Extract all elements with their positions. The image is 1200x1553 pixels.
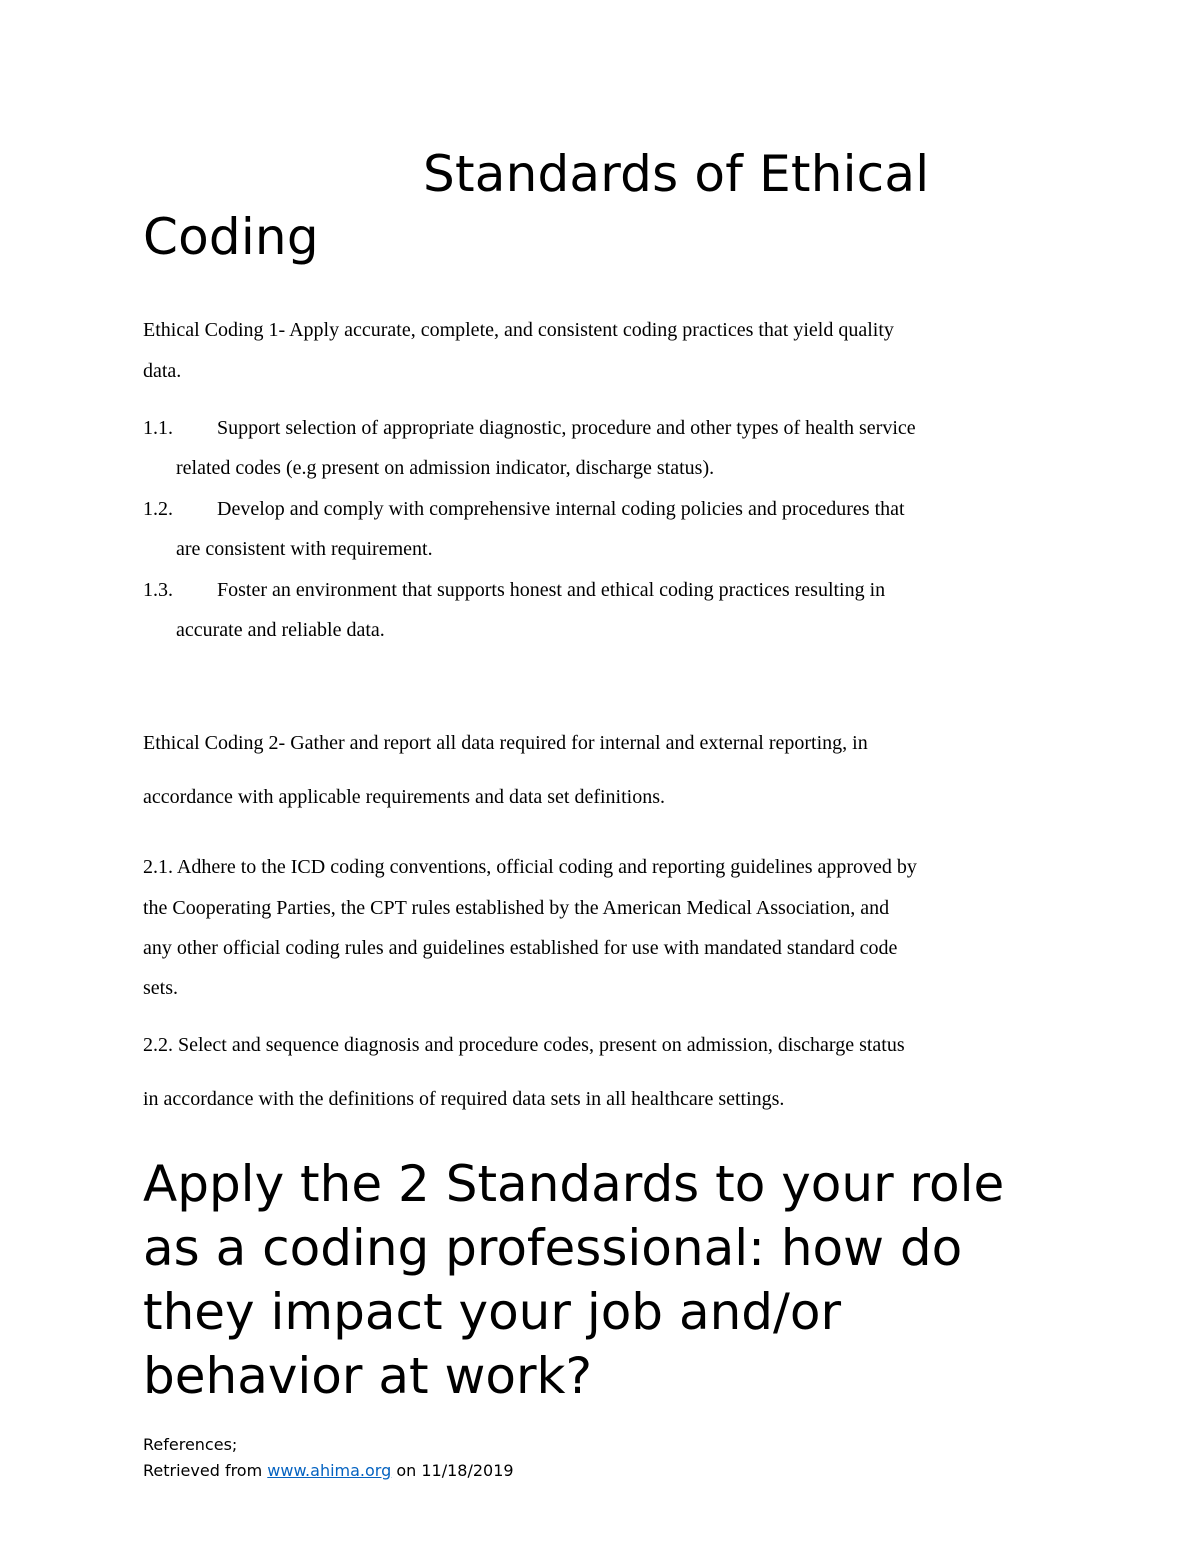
item-2-2-line1: 2.2. Select and sequence diagnosis and procedure codes, present on admission, discharge status: [143, 1034, 905, 1056]
standard1-heading-line2: data.: [143, 360, 182, 382]
item-1-1-line1: Support selection of appropriate diagnostic, procedure and other types of health service: [217, 417, 916, 439]
retrieved-prefix: Retrieved from: [143, 1461, 268, 1480]
item-1-3-line2: accurate and reliable data.: [176, 619, 385, 641]
item-2-1-line4: sets.: [143, 977, 178, 999]
ahima-link[interactable]: www.ahima.org: [267, 1461, 392, 1480]
item-1-1-line2: related codes (e.g present on admission indicator, discharge status).: [176, 457, 715, 479]
question-line-4: behavior at work?: [143, 1347, 593, 1405]
item-2-1-line1: 2.1. Adhere to the ICD coding conventions, official coding and reporting guidelines approved by: [143, 856, 917, 878]
item-1-2-number: 1.2.: [143, 498, 173, 520]
item-1-3-line1: Foster an environment that supports honest and ethical coding practices resulting in: [217, 579, 886, 601]
question-line-1: Apply the 2 Standards to your role: [143, 1155, 1005, 1213]
retrieved-suffix: on 11/18/2019: [391, 1461, 514, 1480]
item-1-1-number: 1.1.: [143, 417, 173, 439]
item-2-1-line3: any other official coding rules and guidelines established for use with mandated standard code: [143, 937, 898, 959]
item-2-2-line2: in accordance with the definitions of required data sets in all healthcare settings.: [143, 1088, 785, 1110]
references-label: References;: [143, 1435, 238, 1454]
standard2-heading-line2: accordance with applicable requirements and data set definitions.: [143, 786, 666, 808]
title-line-1: Standards of Ethical: [423, 145, 930, 203]
standard2-heading-line1: Ethical Coding 2- Gather and report all data required for internal and external reporting, in: [143, 732, 868, 754]
title-line-2: Coding: [143, 208, 319, 266]
item-1-2-line1: Develop and comply with comprehensive internal coding policies and procedures that: [217, 498, 905, 520]
standard1-heading-line1: Ethical Coding 1- Apply accurate, complete, and consistent coding practices that yield quality: [143, 319, 894, 341]
item-1-2-line2: are consistent with requirement.: [176, 538, 433, 560]
item-1-3-number: 1.3.: [143, 579, 173, 601]
references-retrieved-line: [143, 1461, 514, 1481]
question-line-3: they impact your job and/or: [143, 1283, 841, 1341]
question-line-2: as a coding professional: how do: [143, 1219, 963, 1277]
item-2-1-line2: the Cooperating Parties, the CPT rules established by the American Medical Association, and: [143, 897, 890, 919]
